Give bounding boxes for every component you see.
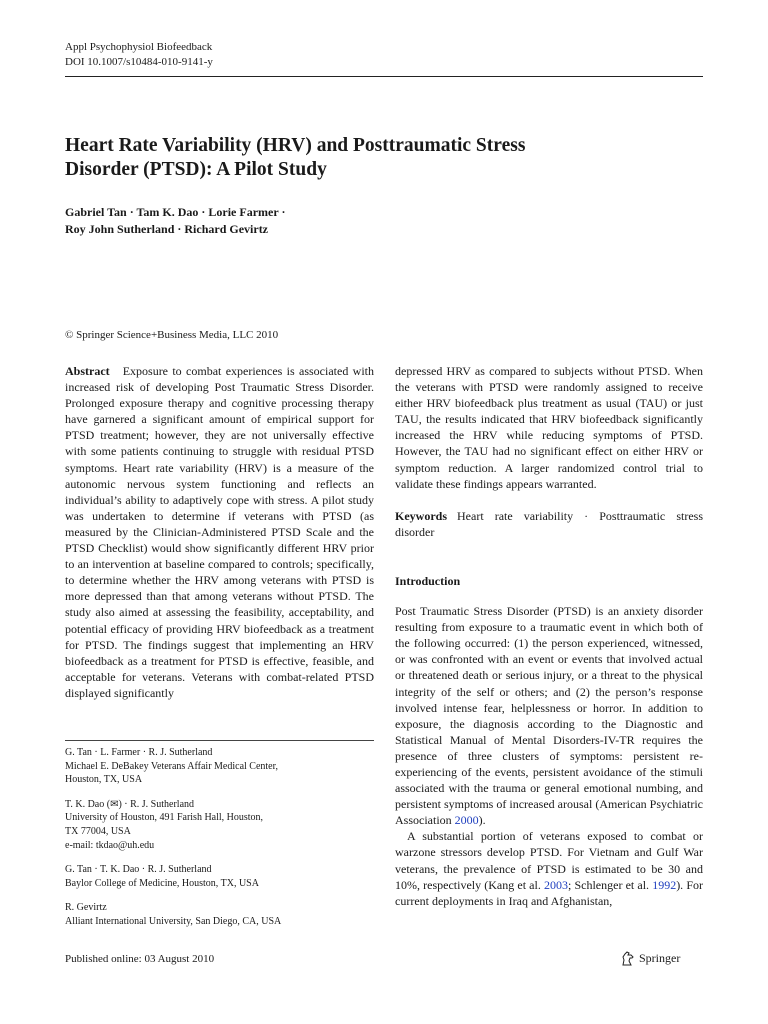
affiliations bbox=[65, 746, 374, 940]
intro-text: Post Traumatic Stress Disorder (PTSD) is an anxiety disorder resulting from exposure to a traumatic event in which both of the following occurred: (1) the person experienced, witnessed, or was confronted with an event or events that involved actual or threatened death or serious injury, or a threat to the physical integrity of the self or others; and (2) the person’s response involved intense fear, helplessness or horror. In addition to exposure, the diagnosis according to the Diagnostic and Statistical Manual of Mental Disorders-IV-TR requires the presence of three clusters of symptoms: persistent re-experiencing of the events, persistent avoidance of the stimuli associated with the trauma or general emotional numbing, and persistent symptoms of increased arousal (American Psychiatric Association bbox=[395, 604, 703, 828]
doi[interactable]: DOI 10.1007/s10484-010-9141-y bbox=[65, 56, 213, 68]
right-column bbox=[395, 363, 703, 909]
keywords-label: Keywords bbox=[395, 508, 447, 523]
affiliation-block bbox=[65, 798, 374, 852]
email-link[interactable]: e-mail: tkdao@uh.edu bbox=[65, 839, 155, 851]
abstract-text-right: depressed HRV as compared to subjects without PTSD. When the veterans with PTSD were randomly assigned to receive either HRV biofeedback plus treatment as usual (TAU) or just TAU, the results indicated that HRV biofeedback significantly increased the HRV while reducing symptoms of PTSD. However, the TAU had no significant effect on either HRV or symptom reduction. A larger randomized control trial to validate these findings appears warranted. bbox=[395, 364, 703, 491]
left-column bbox=[65, 363, 374, 701]
author-list bbox=[65, 204, 625, 238]
intro-text: ). bbox=[478, 813, 486, 828]
publisher-logo bbox=[620, 951, 680, 966]
title-line-2: Disorder (PTSD): A Pilot Study bbox=[65, 159, 327, 180]
affiliation-line: TX 77004, USA bbox=[65, 825, 131, 837]
citation-link[interactable]: 2003 bbox=[543, 877, 568, 892]
abstract-left bbox=[65, 363, 374, 701]
affiliation-line: Baylor College of Medicine, Houston, TX, USA bbox=[65, 877, 259, 889]
affiliation-block bbox=[65, 746, 374, 787]
springer-horse-icon bbox=[620, 951, 636, 966]
intro-paragraph-2 bbox=[395, 828, 703, 908]
publisher-name: Springer bbox=[639, 951, 681, 965]
affiliation-names: T. K. Dao (✉) · R. J. Sutherland bbox=[65, 798, 195, 810]
abstract-label: Abstract bbox=[65, 364, 110, 378]
affiliation-line: Alliant International University, San Diego, CA, USA bbox=[65, 915, 282, 927]
affiliation-line: Houston, TX, USA bbox=[65, 774, 143, 786]
intro-paragraph-1 bbox=[395, 603, 703, 828]
authors-line-2: Roy John Sutherland · Richard Gevirtz bbox=[65, 222, 269, 236]
published-date: Published online: 03 August 2010 bbox=[65, 953, 215, 965]
keywords bbox=[395, 508, 703, 540]
citation-link[interactable]: 2000 bbox=[454, 813, 479, 828]
citation-link[interactable]: 1992 bbox=[652, 877, 677, 892]
affiliation-names: G. Tan · T. K. Dao · R. J. Sutherland bbox=[65, 864, 212, 876]
authors-line-1: Gabriel Tan · Tam K. Dao · Lorie Farmer · bbox=[65, 205, 286, 219]
keywords-text: Heart rate variability · Posttraumatic stress disorder bbox=[395, 508, 703, 539]
abstract-text-left: Exposure to combat experiences is associated with increased risk of developing Post Traumatic Stress Disorder. Prolonged exposure therapy and cognitive processing therapy have garnered a significant amount of empirical support for PTSD treatment; however, they are not universally effective with some patients continuing to struggle with residual PTSD symptoms. Heart rate variability (HRV) is a measure of the autonomic nervous system functioning and reflects an individual’s ability to adaptively cope with stress. A pilot study was undertaken to determine if veterans with PTSD (as measured by the Clinician-Administered PTSD Scale and the PTSD Checklist) would show significantly different HRV prior to an intervention at baseline compared to controls; specifically, to determine whether the HRV among veterans with PTSD is more depressed than that among veterans without PTSD. The study also aimed at assessing the feasibility, acceptability, and potential efficacy of providing HRV biofeedback as a treatment for PTSD. The findings suggest that implementing an HRV biofeedback as a treatment for PTSD is effective, feasible, and acceptable for veterans. Veterans with combat-related PTSD displayed significantly bbox=[65, 364, 374, 700]
affiliation-block bbox=[65, 863, 374, 890]
affiliation-names: R. Gevirtz bbox=[65, 902, 107, 914]
journal-name: Appl Psychophysiol Biofeedback bbox=[65, 41, 213, 53]
paper-title bbox=[65, 134, 705, 182]
affiliation-block bbox=[65, 901, 374, 928]
affiliation-line: University of Houston, 491 Farish Hall, Houston, bbox=[65, 812, 264, 824]
affiliation-names: G. Tan · L. Farmer · R. J. Sutherland bbox=[65, 747, 213, 758]
affiliation-line: Michael E. DeBakey Veterans Affair Medical Center, bbox=[65, 760, 279, 772]
header-rule bbox=[65, 76, 703, 77]
footnote-rule bbox=[65, 740, 374, 741]
section-heading-introduction: Introduction bbox=[395, 573, 461, 588]
title-line-1: Heart Rate Variability (HRV) and Posttraumatic Stress bbox=[65, 135, 526, 156]
intro-text: ; Schlenger et al. bbox=[567, 877, 653, 892]
copyright-notice: © Springer Science+Business Media, LLC 2010 bbox=[65, 329, 279, 341]
intro-text: A substantial portion of veterans exposed to combat or warzone stressors develop PTSD. For Vietnam and Gulf War veterans, the prevalence of PTSD is estimated to be 30 and 10%, respectively (Kang et al. bbox=[395, 829, 703, 892]
journal-header bbox=[65, 40, 213, 70]
intro-text: ). For current deployments in Iraq and Afghanistan, bbox=[395, 877, 703, 908]
